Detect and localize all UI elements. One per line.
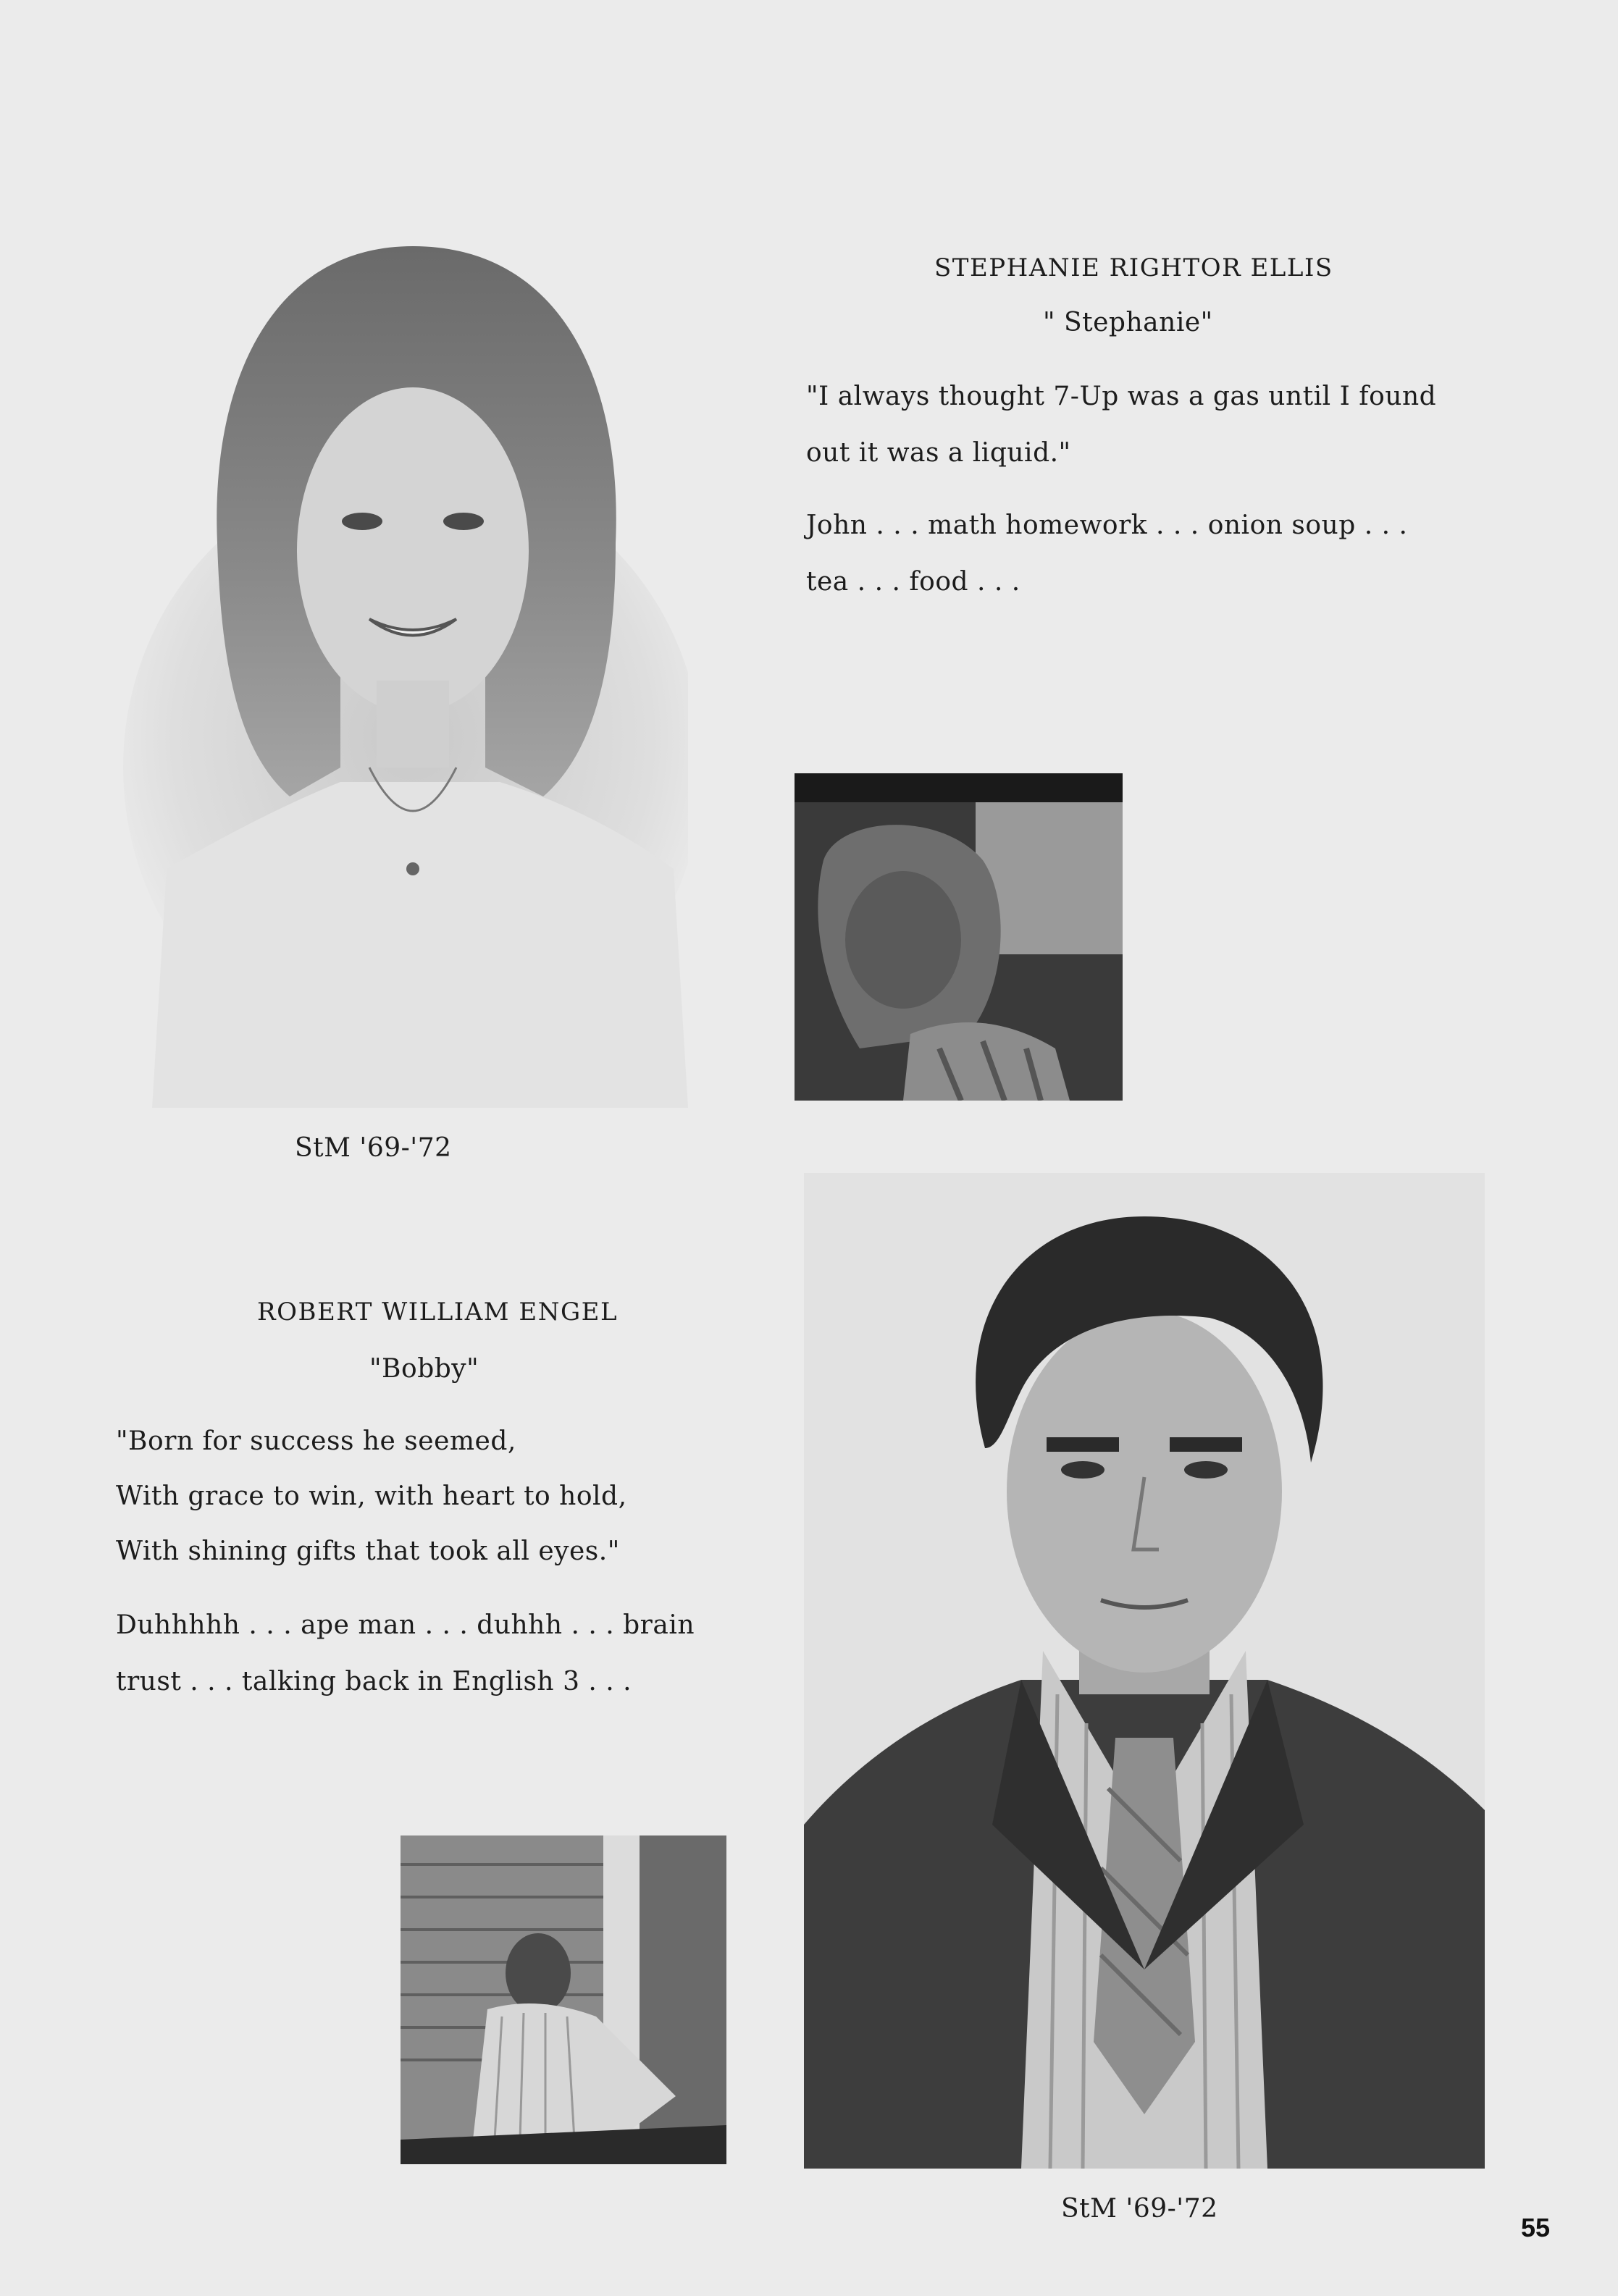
robert-quote-line-1: "Born for success he seemed, — [116, 1426, 516, 1456]
robert-quote-line-2: With grace to win, with heart to hold, — [116, 1481, 627, 1511]
stephanie-quote-line-1: "I always thought 7-Up was a gas until I found — [806, 382, 1437, 411]
robert-memories-line-1: Duhhhhh . . . ape man . . . duhhh . . . brain — [116, 1610, 695, 1640]
robert-quote-line-3: With shining gifts that took all eyes." — [116, 1536, 620, 1566]
stephanie-quote-line-2: out it was a liquid." — [806, 438, 1071, 468]
stephanie-portrait-photo — [123, 217, 688, 1108]
robert-memories-line-2: trust . . . talking back in English 3 . . . — [116, 1667, 632, 1696]
stephanie-memories-line-1: John . . . math homework . . . onion soup . . . — [806, 510, 1408, 540]
page-number: 55 — [1521, 2213, 1551, 2242]
robert-candid-photo — [401, 1835, 726, 2164]
robert-years: StM '69-'72 — [1061, 2194, 1218, 2224]
stephanie-nickname: " Stephanie" — [1043, 308, 1213, 337]
robert-nickname: "Bobby" — [369, 1354, 479, 1384]
stephanie-candid-photo — [795, 773, 1123, 1101]
robert-portrait-photo — [804, 1173, 1485, 2169]
stephanie-memories-line-2: tea . . . food . . . — [806, 567, 1020, 597]
stephanie-years: StM '69-'72 — [295, 1133, 452, 1163]
robert-name: ROBERT WILLIAM ENGEL — [257, 1298, 619, 1326]
stephanie-name: STEPHANIE RIGHTOR ELLIS — [934, 253, 1333, 282]
